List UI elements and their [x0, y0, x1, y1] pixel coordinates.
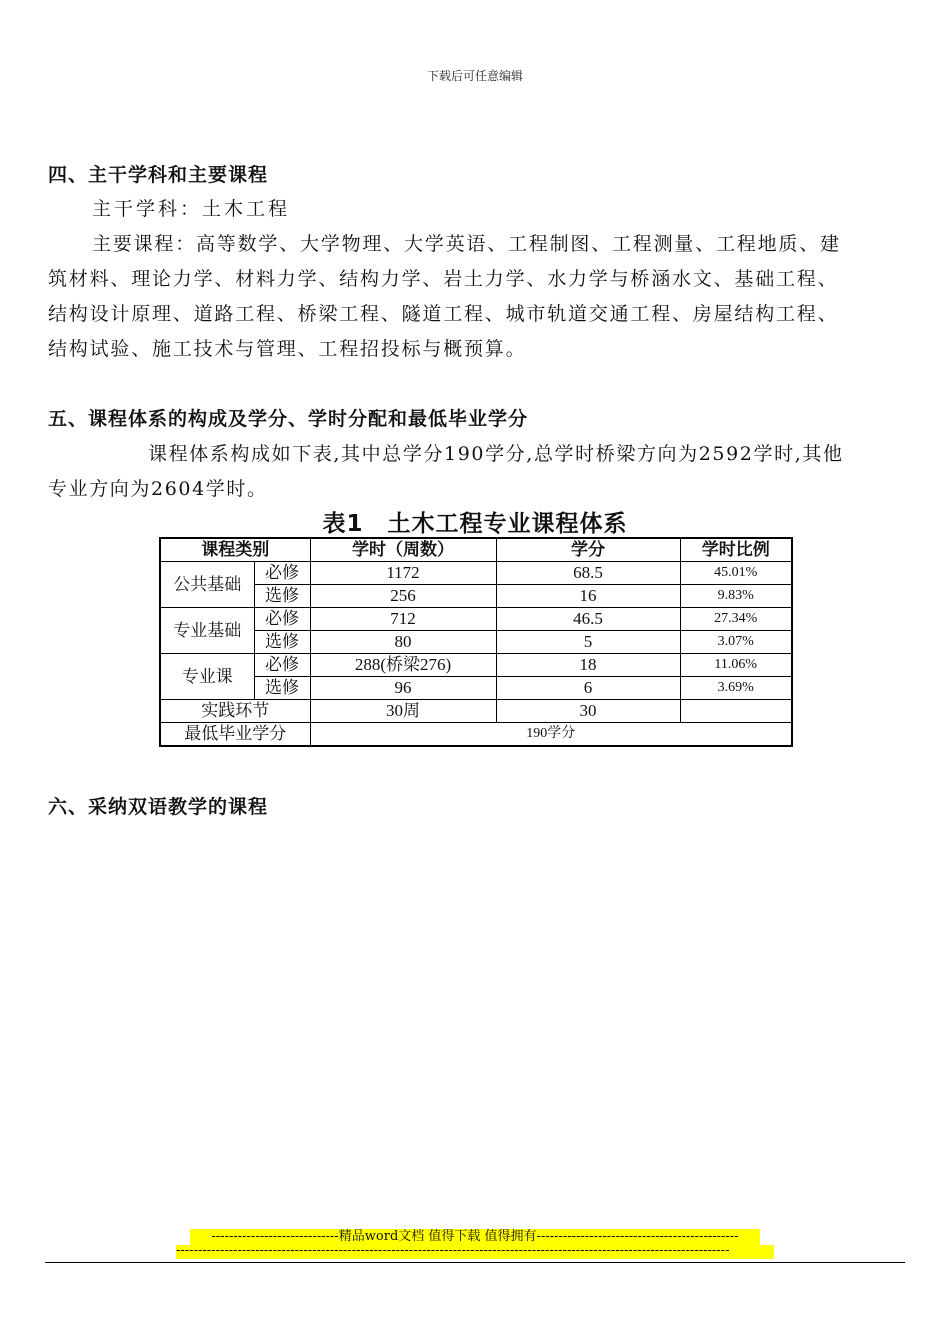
practice-row — [160, 700, 792, 723]
credits-cell: 5 — [496, 631, 680, 654]
category-cell: 专业课 — [160, 654, 254, 700]
table-row — [160, 654, 792, 677]
section5-heading: 五、课程体系的构成及学分、学时分配和最低毕业学分 — [48, 408, 529, 430]
header-ratio: 学时比例 — [680, 538, 792, 562]
type-cell: 选修 — [254, 677, 310, 700]
section4-heading: 四、主干学科和主要课程 — [48, 164, 269, 186]
practice-ratio — [680, 700, 792, 723]
type-cell: 选修 — [254, 585, 310, 608]
table-row — [160, 677, 792, 700]
hours-cell: 80 — [310, 631, 496, 654]
practice-credits: 30 — [496, 700, 680, 723]
section5-para-line-2: 专业方向为2604学时。 — [48, 478, 268, 500]
table-header-row — [160, 538, 792, 562]
table-title: 表1 土木工程专业课程体系 — [322, 511, 628, 537]
header-credits: 学分 — [496, 538, 680, 562]
credits-cell: 18 — [496, 654, 680, 677]
credits-cell: 46.5 — [496, 608, 680, 631]
type-cell: 必修 — [254, 608, 310, 631]
min-credits-label: 最低毕业学分 — [160, 723, 310, 747]
courses-line-1: 主要课程：高等数学、大学物理、大学英语、工程制图、工程测量、工程地质、建 — [92, 233, 841, 255]
ratio-cell: 9.83% — [680, 585, 792, 608]
category-cell: 公共基础 — [160, 562, 254, 608]
ratio-cell: 45.01% — [680, 562, 792, 585]
discipline-text: 主干学科：土木工程 — [92, 198, 291, 220]
hours-cell: 712 — [310, 608, 496, 631]
hours-cell: 288(桥梁276) — [310, 654, 496, 677]
ratio-cell: 11.06% — [680, 654, 792, 677]
courses-line-2: 筑材料、理论力学、材料力学、结构力学、岩土力学、水力学与桥涵水文、基础工程、 — [48, 268, 839, 290]
header-hours: 学时（周数） — [310, 538, 496, 562]
ratio-cell: 3.69% — [680, 677, 792, 700]
table-row — [160, 585, 792, 608]
footer-banner-line-2: ------------------------------------------------------------------------------------------------------------------------------ — [176, 1245, 774, 1259]
practice-label: 实践环节 — [160, 700, 310, 723]
footer-banner-line-1: -----------------------------精品word文档 值得下载 值得拥有---------------------------------------------- — [190, 1229, 760, 1245]
hours-cell: 1172 — [310, 562, 496, 585]
section6-heading: 六、采纳双语教学的课程 — [48, 796, 269, 818]
type-cell: 选修 — [254, 631, 310, 654]
ratio-cell: 3.07% — [680, 631, 792, 654]
hours-cell: 96 — [310, 677, 496, 700]
page-header: 下载后可任意编辑 — [426, 69, 523, 83]
min-credits-value: 190学分 — [310, 723, 792, 747]
footer-divider — [45, 1262, 905, 1263]
practice-hours: 30周 — [310, 700, 496, 723]
ratio-cell: 27.34% — [680, 608, 792, 631]
courses-line-4: 结构试验、施工技术与管理、工程招投标与概预算。 — [48, 338, 527, 360]
course-system-table — [159, 537, 793, 747]
type-cell: 必修 — [254, 654, 310, 677]
table-row — [160, 562, 792, 585]
credits-cell: 6 — [496, 677, 680, 700]
courses-line-3: 结构设计原理、道路工程、桥梁工程、隧道工程、城市轨道交通工程、房屋结构工程、 — [48, 303, 839, 325]
credits-cell: 68.5 — [496, 562, 680, 585]
type-cell: 必修 — [254, 562, 310, 585]
table-row — [160, 631, 792, 654]
section5-para-line-1: 课程体系构成如下表,其中总学分190学分,总学时桥梁方向为2592学时,其他 — [148, 443, 844, 465]
category-cell: 专业基础 — [160, 608, 254, 654]
table-row — [160, 608, 792, 631]
hours-cell: 256 — [310, 585, 496, 608]
header-category: 课程类别 — [160, 538, 310, 562]
credits-cell: 16 — [496, 585, 680, 608]
min-credits-row — [160, 723, 792, 747]
